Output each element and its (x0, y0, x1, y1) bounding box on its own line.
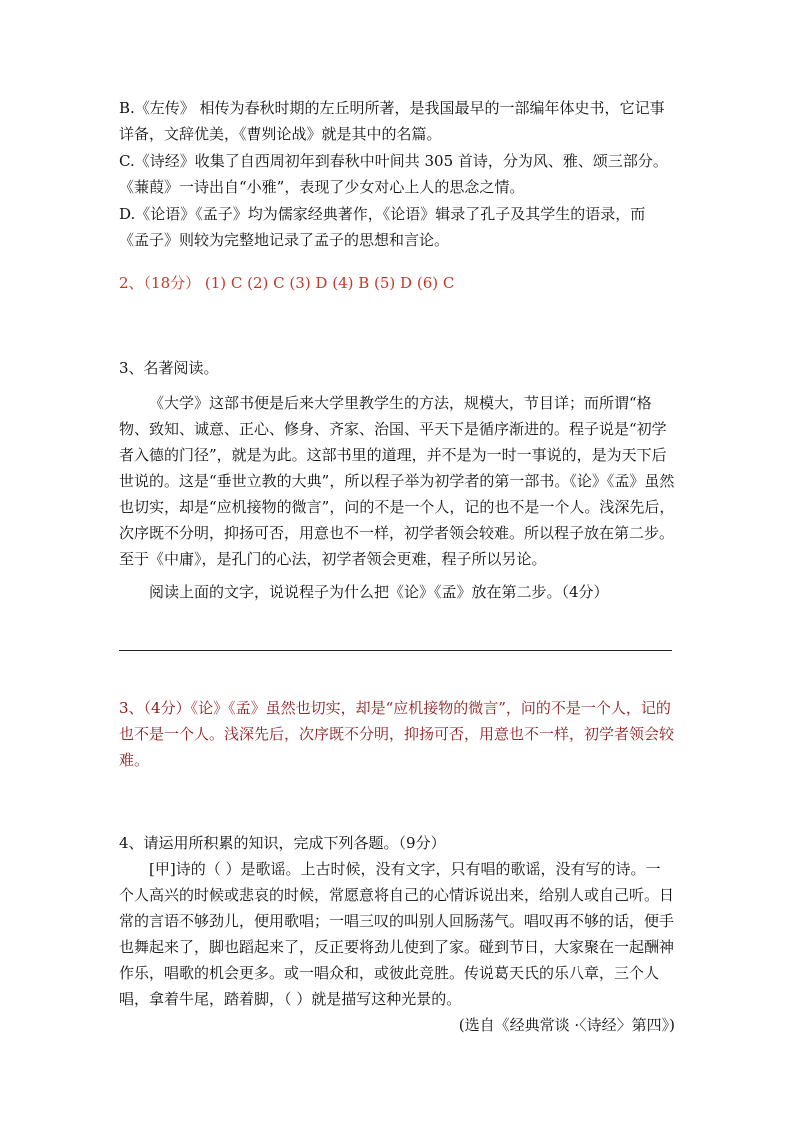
question-4-block (119, 830, 675, 1038)
answer-2-block (119, 270, 675, 296)
answer-2: 2、（18分） (1) C (2) C (3) D (4) B (5) D (6) C (119, 274, 455, 292)
option-d: D.《论语》《孟子》均为儒家经典著作，《论语》辑录了孔子及其学生的语录，而《孟子》则较为完整地记录了孟子的思想和言论。 (119, 205, 646, 249)
question-3-block (119, 355, 675, 605)
answer-3-block (119, 695, 675, 773)
question-3-prompt: 阅读上面的文字，说说程子为什么把《论》《孟》放在第二步。（4分） (149, 583, 609, 601)
option-c: C.《诗经》收集了自西周初年到春秋中叶间共 305 首诗，分为风、雅、颂三部分。《蒹葭》一诗出自“小雅”，表现了少女对心上人的思念之情。 (119, 152, 668, 196)
question-3-passage: 《大学》这部书便是后来大学里教学生的方法，规模大，节目详；而所谓“格物、致知、诚意、正心、修身、齐家、治国、平天下是循序渐进的。程子说是“初学者入德的门径”，就是为此。这部书里的道理，并不是为一时一事说的，是为天下后世说的。这是“垂世立教的大典”，所以程子举为初学者的第一部书。《论》《孟》虽然也切实，却是“应机接物的微言”，问的不是一个人，记的也不是一个人。浅深先后，次序既不分明，抑扬可否，用意也不一样，初学者领会较难。所以程子放在第二步。至于《中庸》，是孔门的心法，初学者领会更难，程子所以另论。 (119, 394, 675, 568)
question-3-title: 3、名著阅读。 (119, 359, 219, 377)
question-4-passage: [甲]诗的（ ）是歌谣。上古时候，没有文字，只有唱的歌谣，没有写的诗。一个人高兴的时候或悲哀的时候，常愿意将自己的心情诉说出来，给别人或自己听。日常的言语不够劲儿，便用歌唱；一唱三叹的叫别人回肠荡气。唱叹再不够的话，便手也舞起来了，脚也蹈起来了，反正要将劲儿使到了家。碰到节日，大家聚在一起酬神作乐，唱歌的机会更多。或一唱众和，或彼此竞胜。传说葛天氏的乐八章，三个人唱，拿着牛尾，踏着脚，（ ）就是描写这种光景的。 (119, 860, 675, 1008)
option-b: B.《左传》 相传为春秋时期的左丘明所著，是我国最早的一部编年体史书，它记事详备，文辞优美，《曹刿论战》就是其中的名篇。 (119, 99, 665, 143)
question-4-source: (选自《经典常谈 ·〈诗经〉第四》) (458, 1016, 675, 1034)
options-block (119, 95, 675, 253)
answer-line (119, 650, 672, 651)
answer-3: 3、（4分）《论》《孟》虽然也切实，却是“应机接物的微言”，问的不是一个人，记的也不是一个人。浅深先后，次序既不分明，抑扬可否，用意也不一样，初学者领会较难。 (119, 699, 675, 769)
question-4-title: 4、请运用所积累的知识，完成下列各题。（9分） (119, 834, 446, 852)
